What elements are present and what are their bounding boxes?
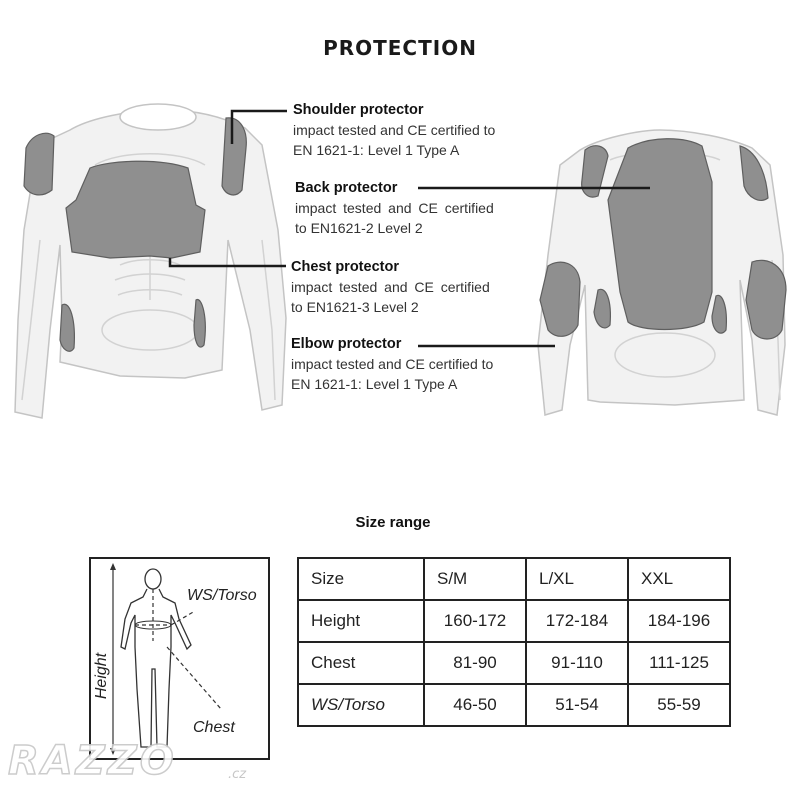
callout-shoulder [293, 100, 495, 160]
measurement-figure [89, 557, 270, 760]
table-cell: 51-54 [526, 684, 628, 726]
table-row [298, 600, 730, 642]
callout-text: impact tested and CE certified [295, 200, 494, 216]
table-cell: 160-172 [424, 600, 526, 642]
callout-text: impact tested and CE certified to [291, 356, 494, 372]
razzo-watermark-logo: RAZZO [8, 738, 177, 784]
callout-text: EN 1621-1: Level 1 Type A [291, 376, 458, 392]
callout-text: to EN1621-2 Level 2 [295, 220, 423, 236]
table-header-cell: Size [298, 558, 424, 600]
callout-text: impact tested and CE certified to [293, 122, 496, 138]
table-cell: 46-50 [424, 684, 526, 726]
table-header-cell: S/M [424, 558, 526, 600]
callout-chest [291, 257, 490, 317]
table-cell: 91-110 [526, 642, 628, 684]
front-shoulder-protector-right [222, 118, 246, 195]
table-header-row [298, 558, 730, 600]
back-elbow-protector-right [746, 260, 786, 339]
size-range-title: Size range [355, 514, 431, 531]
ws-torso-label: WS/Torso [187, 587, 257, 604]
front-shoulder-protector-left [24, 133, 54, 195]
callout-heading: Chest protector [291, 259, 399, 275]
table-header-cell: L/XL [526, 558, 628, 600]
callout-heading: Shoulder protector [293, 102, 424, 118]
size-table [297, 557, 731, 727]
table-cell: 111-125 [628, 642, 730, 684]
callout-elbow [291, 334, 493, 394]
height-label: Height [93, 652, 111, 700]
table-row [298, 642, 730, 684]
razzo-watermark-suffix: .cz [228, 767, 247, 782]
chest-label: Chest [193, 719, 235, 736]
table-cell: Height [298, 600, 424, 642]
table-cell: 81-90 [424, 642, 526, 684]
back-protector [608, 139, 712, 330]
table-cell: WS/Torso [298, 684, 424, 726]
callout-text: EN 1621-1: Level 1 Type A [293, 142, 460, 158]
table-row [298, 684, 730, 726]
callout-heading: Elbow protector [291, 336, 402, 352]
page-title: PROTECTION [323, 36, 477, 60]
table-cell: 172-184 [526, 600, 628, 642]
front-garment [15, 104, 286, 418]
callout-back [295, 178, 494, 238]
table-cell: 184-196 [628, 600, 730, 642]
callout-text: impact tested and CE certified [291, 279, 490, 295]
callout-heading: Back protector [295, 180, 398, 196]
callout-text: to EN1621-3 Level 2 [291, 299, 419, 315]
back-garment [538, 130, 786, 415]
table-header-cell: XXL [628, 558, 730, 600]
table-cell: Chest [298, 642, 424, 684]
front-chest-protector [66, 161, 205, 258]
table-cell: 55-59 [628, 684, 730, 726]
